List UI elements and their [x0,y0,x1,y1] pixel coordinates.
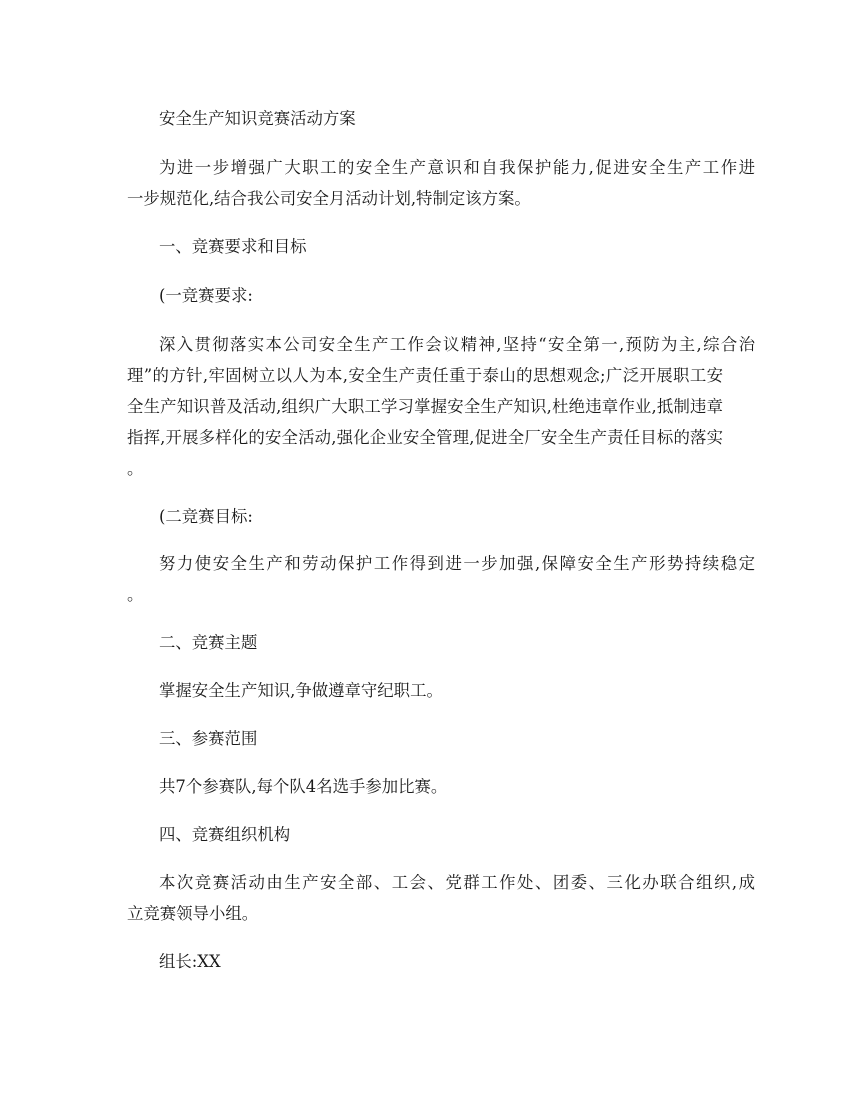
section-4-body-line-1: 本次竞赛活动由生产安全部、工会、党群工作处、团委、三化办联合组织,成 [159,873,755,892]
requirement-paragraph-line-4: 指挥,开展多样化的安全活动,强化企业安全管理,促进全厂安全生产责任目标的落实 [127,428,723,447]
section-3-body: 共7个参赛队,每个队4名选手参加比赛。 [159,777,448,796]
intro-paragraph-line-2: 一步规范化,结合我公司安全月活动计划,特制定该方案。 [127,189,531,208]
goal-paragraph-line-1: 努力使安全生产和劳动保护工作得到进一步加强,保障安全生产形势持续稳定 [159,554,755,573]
section-1-sub-1-heading: (一竞赛要求: [159,286,253,305]
requirement-paragraph-line-5: 。 [127,459,144,478]
requirement-paragraph-line-1: 深入贯彻落实本公司安全生产工作会议精神,坚持“安全第一,预防为主,综合治 [159,335,755,354]
intro-paragraph-line-1: 为进一步增强广大职工的安全生产意识和自我保护能力,促进安全生产工作进 [159,158,755,177]
document-title: 安全生产知识竞赛活动方案 [159,109,356,128]
section-4-body-line-2: 立竞赛领导小组。 [127,904,259,923]
section-4-heading: 四、竞赛组织机构 [159,825,291,844]
requirement-paragraph-line-3: 全生产知识普及活动,组织广大职工学习掌握安全生产知识,杜绝违章作业,抵制违章 [127,397,723,416]
document-page [127,0,755,1100]
section-4-leader: 组长:XX [159,952,221,971]
section-2-heading: 二、竞赛主题 [159,633,258,652]
goal-paragraph-line-2: 。 [127,585,144,604]
section-3-heading: 三、参赛范围 [159,729,258,748]
section-1-sub-2-heading: (二竞赛目标: [159,507,253,526]
section-1-heading: 一、竞赛要求和目标 [159,237,307,256]
section-2-body: 掌握安全生产知识,争做遵章守纪职工。 [159,681,443,700]
requirement-paragraph-line-2: 理”的方针,牢固树立以人为本,安全生产责任重于泰山的思想观念;广泛开展职工安 [127,366,723,385]
